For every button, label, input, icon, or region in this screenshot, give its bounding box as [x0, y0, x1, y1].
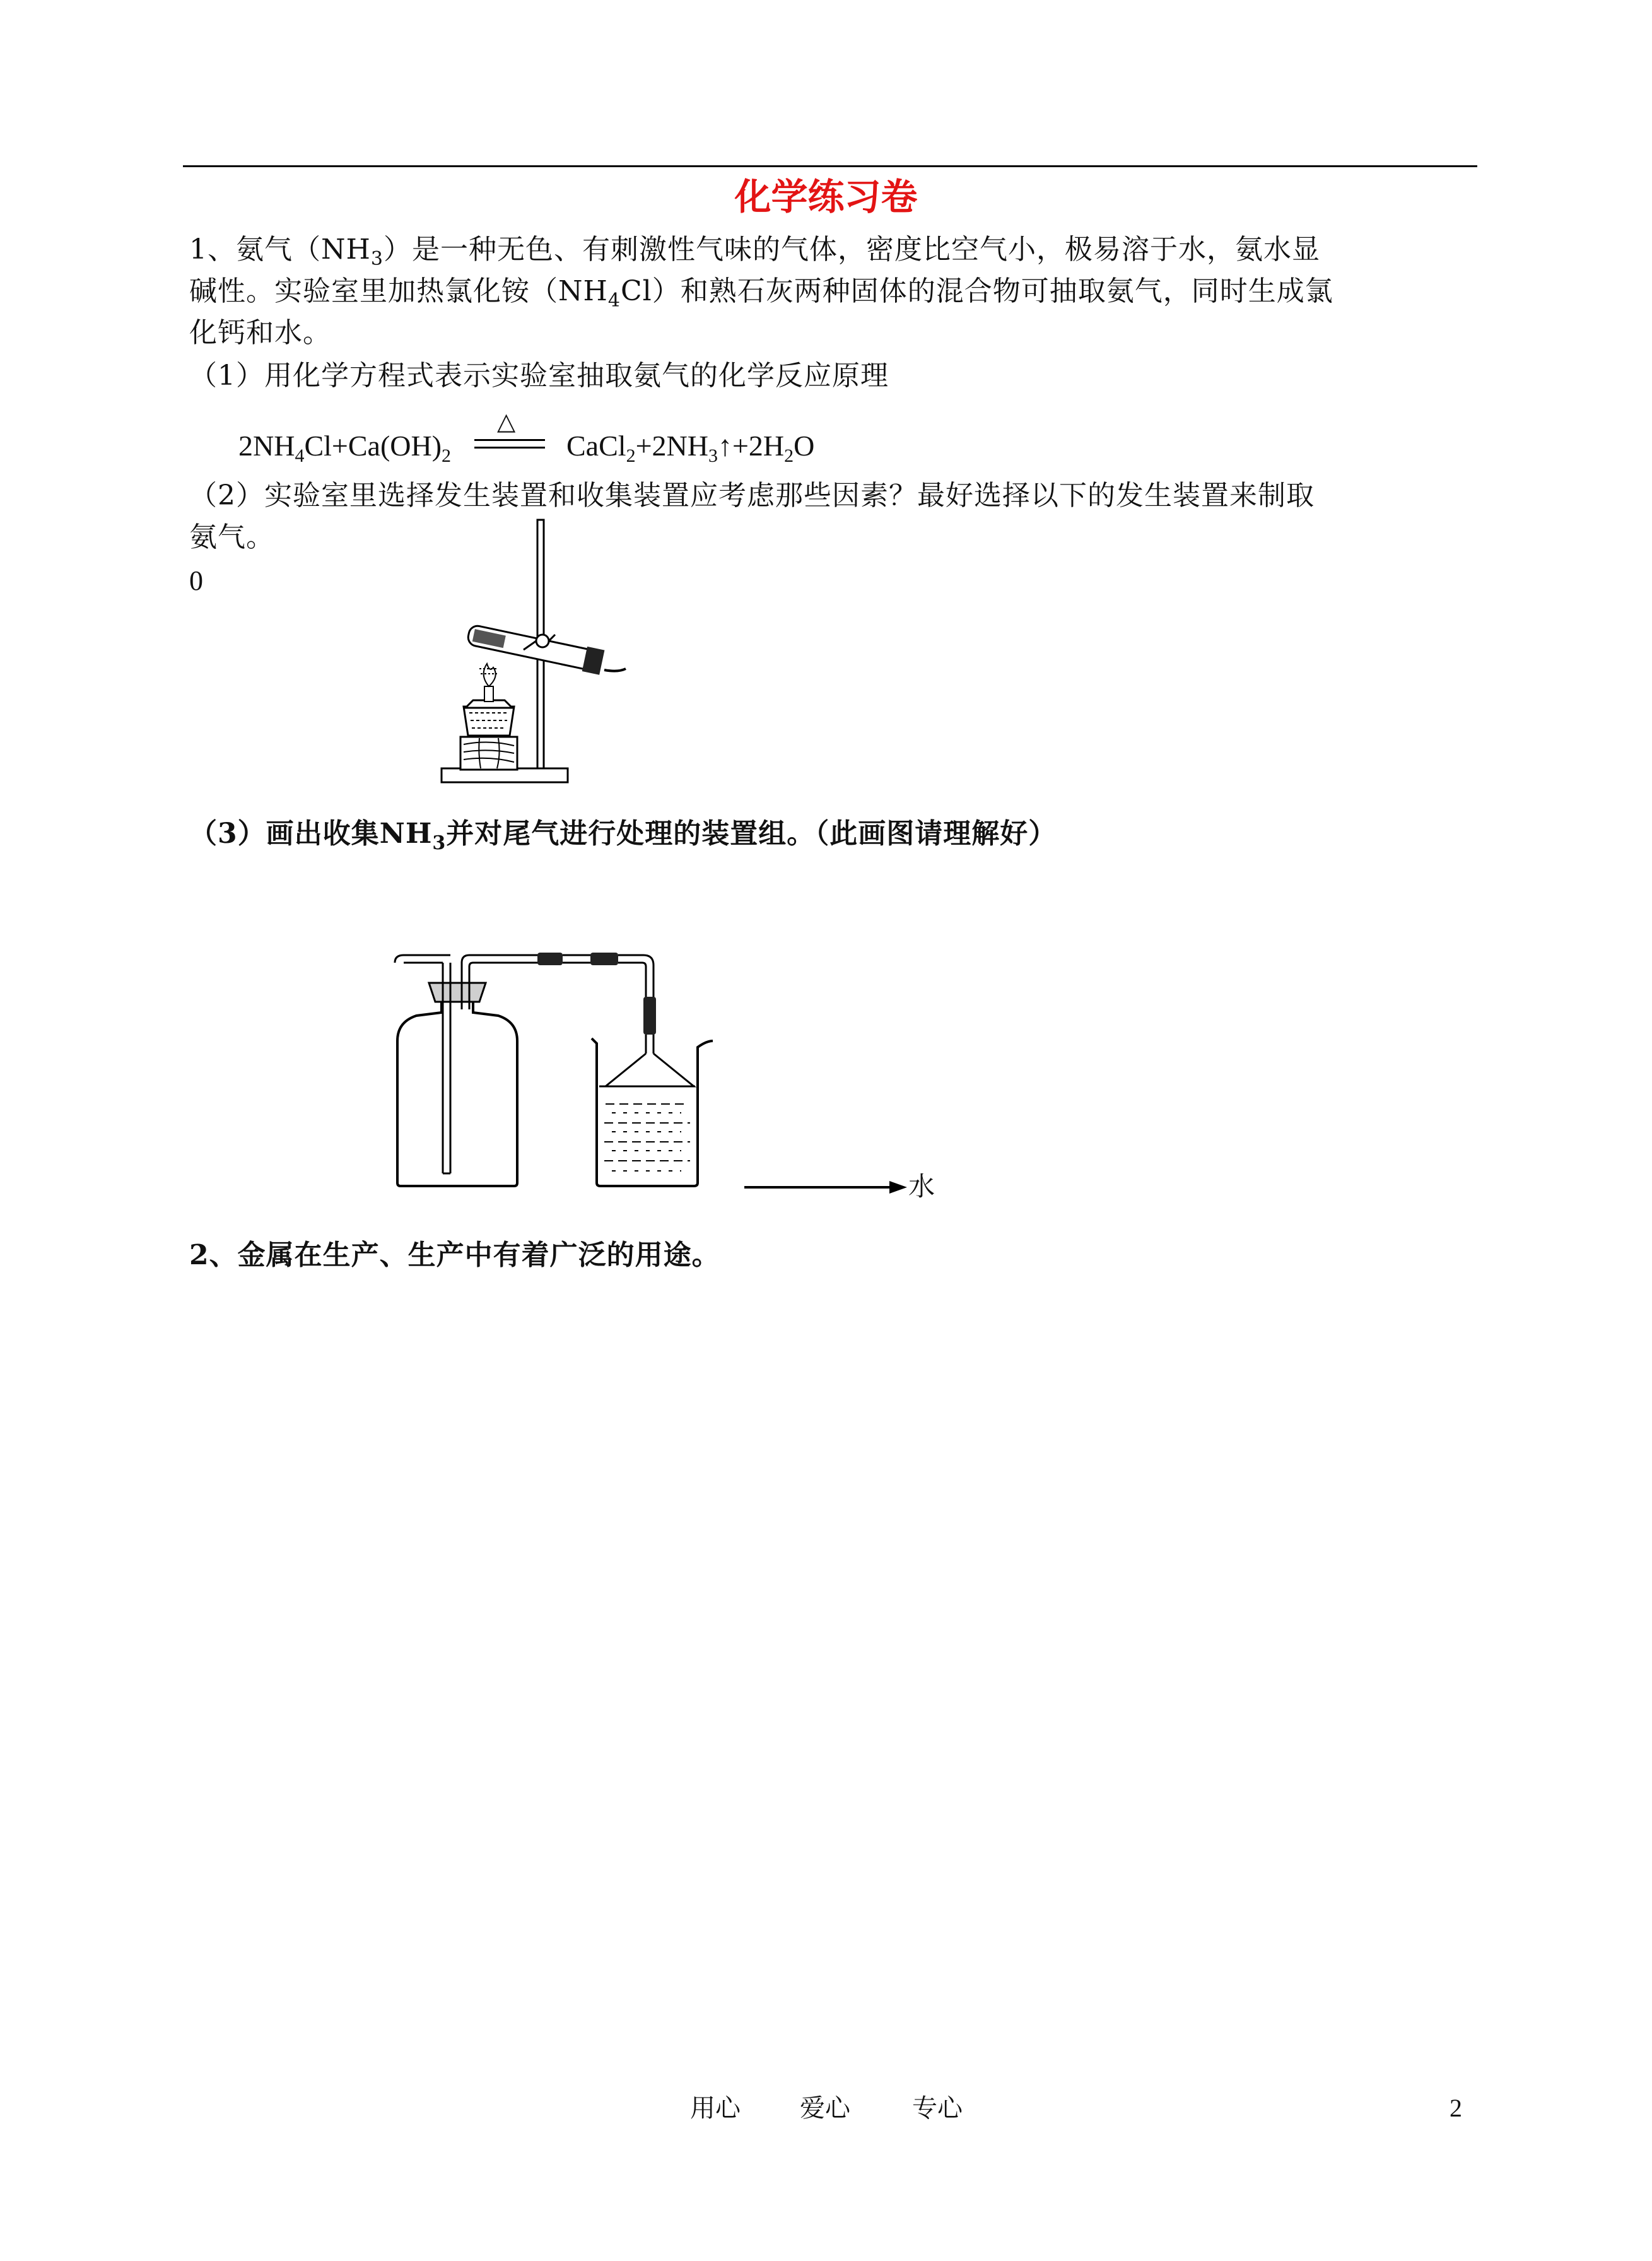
equation-left: $2NH_4Cl+Ca(OH)_2$: [238, 430, 452, 466]
clamp: [536, 635, 549, 647]
page-number: 2: [1450, 2094, 1462, 2122]
rubber-connector-3: [643, 997, 656, 1035]
q1-intro-line1: 1、氨气$(NH_3)$是一种无色、有刺激性气味的气体，密度比空气小，极易溶于水，氨水显: [189, 233, 1320, 270]
rubber-connector-2: [590, 953, 618, 965]
delivery-tube: [604, 669, 626, 671]
reaction-condition: [474, 409, 545, 459]
bottle-stopper: [429, 983, 486, 1002]
equals-bar-top: [474, 439, 545, 441]
footer-item-1: 用心: [690, 2094, 741, 2123]
q2-text: 2、金属在生产、生产中有着广泛的用途。: [189, 1239, 720, 1271]
footer-item-3: 专心: [912, 2094, 963, 2123]
q1-intro-line2: 碱性。实验室里加热氯化铵$(NH_4Cl)$和熟石灰两种固体的混合物可抽取氨气，同时生成氯: [189, 275, 1333, 312]
q1-intro-line3: 化钙和水。: [189, 317, 331, 349]
q1-part1: （1）用化学方程式表示实验室抽取氨气的化学反应原理: [189, 360, 889, 392]
q1-part2-answer: 0: [189, 565, 203, 596]
page-title: 化学练习卷: [734, 175, 918, 218]
equals-bar-bottom: [474, 447, 545, 449]
q1-part2-line2: 氨气。: [189, 521, 274, 553]
q1-part3: （3）画出收集$NH_3$并对尾气进行处理的装置组。（此画图请理解好）: [189, 818, 1057, 854]
heat-symbol: △: [497, 408, 516, 435]
collection-apparatus-diagram: [391, 921, 959, 1199]
rubber-connector-1: [537, 953, 563, 965]
gas-collection-bottle: [397, 994, 517, 1186]
water-label: 水: [908, 1171, 935, 1202]
flame: [484, 664, 496, 686]
q1-part2-line1: （2）实验室里选择发生装置和收集装置应考虑那些因素？最好选择以下的发生装置来制取: [189, 479, 1315, 512]
inverted-funnel: [606, 1054, 694, 1086]
equation-right: $CaCl_2+2NH_3↑+2H_2O$: [566, 430, 815, 466]
header-rule: [183, 165, 1477, 167]
generation-apparatus-diagram: [429, 517, 631, 795]
footer-item-2: 爱心: [800, 2094, 850, 2123]
